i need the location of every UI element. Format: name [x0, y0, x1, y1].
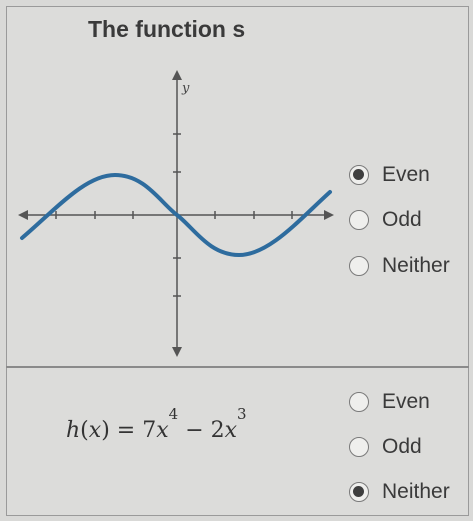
q2-option-odd[interactable]	[349, 435, 422, 459]
q1-option-odd-label: Odd	[382, 208, 422, 231]
q2-radio-odd[interactable]	[349, 437, 369, 457]
q1-option-neither-label: Neither	[382, 254, 450, 277]
x-axis-arrow-right	[324, 210, 334, 220]
q2-option-even-label: Even	[382, 390, 430, 413]
q2-option-even[interactable]	[349, 390, 430, 414]
q2-option-neither[interactable]	[349, 480, 450, 504]
formula-term2-exp: 3	[237, 405, 247, 423]
question-divider	[6, 366, 469, 368]
function-graph	[0, 62, 340, 362]
formula-name: h	[66, 418, 81, 443]
q2-option-neither-label: Neither	[382, 480, 450, 503]
q2-option-odd-label: Odd	[382, 435, 422, 458]
q1-radio-odd[interactable]	[349, 210, 369, 230]
q2-radio-even[interactable]	[349, 392, 369, 412]
x-axis-arrow-left	[18, 210, 28, 220]
q1-option-even[interactable]	[349, 163, 430, 187]
formula-var: x	[88, 418, 102, 443]
y-axis-arrow-up	[172, 70, 182, 80]
q1-option-neither[interactable]	[349, 254, 450, 278]
q1-radio-neither[interactable]	[349, 256, 369, 276]
formula-term1-var: x	[156, 418, 169, 443]
formula-eq: =	[116, 418, 136, 443]
question2-formula: $h(x) = 7x^4 - 2x^3$	[66, 405, 247, 443]
formula-term2-var: x	[224, 418, 238, 443]
q2-radio-neither[interactable]	[349, 482, 369, 502]
y-axis-arrow-down	[172, 347, 182, 357]
y-axis-label: y	[182, 81, 190, 96]
formula-op: −	[185, 418, 204, 443]
q1-radio-even[interactable]	[349, 165, 369, 185]
formula-term1-exp: 4	[168, 405, 179, 423]
q1-option-even-label: Even	[382, 163, 430, 186]
q1-option-odd[interactable]	[349, 208, 422, 232]
question1-title: The function s	[88, 16, 246, 42]
